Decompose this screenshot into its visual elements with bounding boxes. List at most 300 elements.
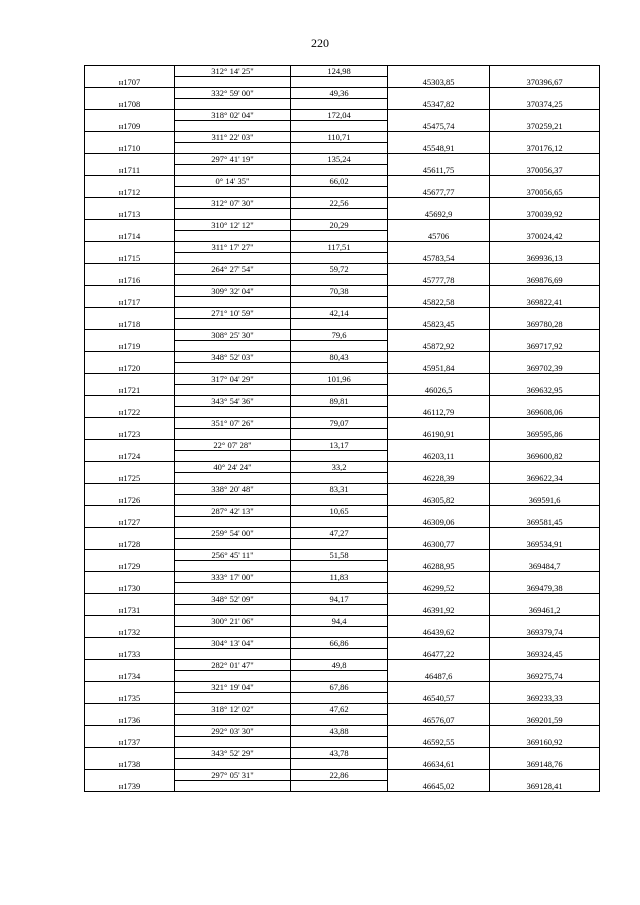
point-cell-empty	[85, 308, 175, 319]
y-cell-empty	[490, 198, 600, 209]
segment-row	[85, 506, 600, 517]
y-cell-empty	[490, 264, 600, 275]
x-cell-empty	[388, 616, 490, 627]
x-cell-empty	[388, 528, 490, 539]
segment-row	[85, 660, 600, 671]
y-coordinate-cell: 369622,34	[490, 473, 600, 484]
y-coordinate-cell: 369822,41	[490, 297, 600, 308]
x-cell-empty	[388, 264, 490, 275]
x-cell-empty	[388, 418, 490, 429]
distance-cell-empty	[291, 495, 388, 506]
x-coordinate-cell: 45777,78	[388, 275, 490, 286]
point-name-cell: н1715	[85, 253, 175, 264]
direction-angle-cell: 311° 17' 27"	[175, 242, 291, 253]
angle-cell-empty	[175, 715, 291, 726]
y-cell-empty	[490, 638, 600, 649]
y-cell-empty	[490, 770, 600, 781]
point-cell-empty	[85, 748, 175, 759]
y-cell-empty	[490, 330, 600, 341]
distance-cell: 135,24	[291, 154, 388, 165]
x-cell-empty	[388, 352, 490, 363]
x-coordinate-cell: 45823,45	[388, 319, 490, 330]
distance-cell: 49,8	[291, 660, 388, 671]
angle-cell-empty	[175, 605, 291, 616]
direction-angle-cell: 318° 02' 04"	[175, 110, 291, 121]
point-name-cell: н1739	[85, 781, 175, 792]
direction-angle-cell: 310° 12' 12"	[175, 220, 291, 231]
distance-cell-empty	[291, 759, 388, 770]
point-cell-empty	[85, 176, 175, 187]
angle-cell-empty	[175, 759, 291, 770]
distance-cell-empty	[291, 627, 388, 638]
point-name-cell: н1724	[85, 451, 175, 462]
y-coordinate-cell: 370176,12	[490, 143, 600, 154]
distance-cell-empty	[291, 341, 388, 352]
direction-angle-cell: 309° 32' 04"	[175, 286, 291, 297]
y-cell-empty	[490, 572, 600, 583]
point-row	[85, 671, 600, 682]
direction-angle-cell: 318° 12' 02"	[175, 704, 291, 715]
point-name-cell: н1733	[85, 649, 175, 660]
x-coordinate-cell: 46487,6	[388, 671, 490, 682]
point-cell-empty	[85, 572, 175, 583]
point-name-cell: н1718	[85, 319, 175, 330]
y-cell-empty	[490, 374, 600, 385]
distance-cell: 22,56	[291, 198, 388, 209]
point-cell-empty	[85, 264, 175, 275]
distance-cell-empty	[291, 473, 388, 484]
direction-angle-cell: 292° 03' 30"	[175, 726, 291, 737]
point-row	[85, 319, 600, 330]
direction-angle-cell: 297° 41' 19"	[175, 154, 291, 165]
direction-angle-cell: 271° 10' 59"	[175, 308, 291, 319]
point-name-cell: н1716	[85, 275, 175, 286]
segment-row	[85, 616, 600, 627]
segment-row	[85, 374, 600, 385]
point-row	[85, 715, 600, 726]
distance-cell: 49,36	[291, 88, 388, 99]
y-cell-empty	[490, 418, 600, 429]
distance-cell: 33,2	[291, 462, 388, 473]
x-cell-empty	[388, 660, 490, 671]
angle-cell-empty	[175, 253, 291, 264]
point-name-cell: н1721	[85, 385, 175, 396]
y-cell-empty	[490, 594, 600, 605]
angle-cell-empty	[175, 99, 291, 110]
segment-row	[85, 396, 600, 407]
x-cell-empty	[388, 462, 490, 473]
x-coordinate-cell: 45706	[388, 231, 490, 242]
distance-cell: 13,17	[291, 440, 388, 451]
point-name-cell: н1720	[85, 363, 175, 374]
segment-row	[85, 440, 600, 451]
direction-angle-cell: 348° 52' 03"	[175, 352, 291, 363]
page-number: 220	[311, 36, 329, 50]
direction-angle-cell: 312° 07' 30"	[175, 198, 291, 209]
direction-angle-cell: 304° 13' 04"	[175, 638, 291, 649]
point-cell-empty	[85, 66, 175, 77]
y-cell-empty	[490, 682, 600, 693]
segment-row	[85, 66, 600, 77]
segment-row	[85, 594, 600, 605]
x-cell-empty	[388, 220, 490, 231]
coordinates-table-body	[85, 66, 600, 792]
segment-row	[85, 770, 600, 781]
y-cell-empty	[490, 308, 600, 319]
distance-cell: 70,38	[291, 286, 388, 297]
distance-cell: 66,86	[291, 638, 388, 649]
point-name-cell: н1712	[85, 187, 175, 198]
point-row	[85, 297, 600, 308]
y-coordinate-cell: 369534,91	[490, 539, 600, 550]
distance-cell: 59,72	[291, 264, 388, 275]
point-name-cell: н1736	[85, 715, 175, 726]
y-cell-empty	[490, 176, 600, 187]
point-name-cell: н1732	[85, 627, 175, 638]
direction-angle-cell: 332° 59' 00"	[175, 88, 291, 99]
angle-cell-empty	[175, 495, 291, 506]
segment-row	[85, 154, 600, 165]
x-coordinate-cell: 46228,39	[388, 473, 490, 484]
point-cell-empty	[85, 88, 175, 99]
x-coordinate-cell: 45303,85	[388, 77, 490, 88]
distance-cell: 80,43	[291, 352, 388, 363]
distance-cell-empty	[291, 385, 388, 396]
distance-cell: 94,17	[291, 594, 388, 605]
y-cell-empty	[490, 352, 600, 363]
distance-cell: 94,4	[291, 616, 388, 627]
x-cell-empty	[388, 594, 490, 605]
point-name-cell: н1728	[85, 539, 175, 550]
segment-row	[85, 704, 600, 715]
point-name-cell: н1714	[85, 231, 175, 242]
y-cell-empty	[490, 110, 600, 121]
distance-cell-empty	[291, 517, 388, 528]
point-cell-empty	[85, 110, 175, 121]
x-cell-empty	[388, 374, 490, 385]
direction-angle-cell: 40° 24' 24"	[175, 462, 291, 473]
point-name-cell: н1725	[85, 473, 175, 484]
direction-angle-cell: 308° 25' 30"	[175, 330, 291, 341]
angle-cell-empty	[175, 209, 291, 220]
y-cell-empty	[490, 616, 600, 627]
y-cell-empty	[490, 286, 600, 297]
y-cell-empty	[490, 462, 600, 473]
x-cell-empty	[388, 66, 490, 77]
point-cell-empty	[85, 330, 175, 341]
segment-row	[85, 748, 600, 759]
point-row	[85, 605, 600, 616]
point-name-cell: н1738	[85, 759, 175, 770]
point-row	[85, 429, 600, 440]
distance-cell-empty	[291, 583, 388, 594]
x-cell-empty	[388, 154, 490, 165]
y-coordinate-cell: 369128,41	[490, 781, 600, 792]
point-row	[85, 363, 600, 374]
point-row	[85, 407, 600, 418]
distance-cell-empty	[291, 671, 388, 682]
angle-cell-empty	[175, 561, 291, 572]
point-name-cell: н1727	[85, 517, 175, 528]
point-cell-empty	[85, 682, 175, 693]
distance-cell: 22,86	[291, 770, 388, 781]
x-cell-empty	[388, 308, 490, 319]
point-cell-empty	[85, 616, 175, 627]
y-cell-empty	[490, 396, 600, 407]
point-cell-empty	[85, 704, 175, 715]
y-cell-empty	[490, 88, 600, 99]
x-coordinate-cell: 45475,74	[388, 121, 490, 132]
point-name-cell: н1717	[85, 297, 175, 308]
point-row	[85, 561, 600, 572]
point-row	[85, 385, 600, 396]
segment-row	[85, 132, 600, 143]
y-cell-empty	[490, 528, 600, 539]
direction-angle-cell: 300° 21' 06"	[175, 616, 291, 627]
distance-cell-empty	[291, 363, 388, 374]
y-cell-empty	[490, 726, 600, 737]
distance-cell-empty	[291, 693, 388, 704]
direction-angle-cell: 321° 19' 04"	[175, 682, 291, 693]
segment-row	[85, 638, 600, 649]
direction-angle-cell: 297° 05' 31"	[175, 770, 291, 781]
point-name-cell: н1722	[85, 407, 175, 418]
direction-angle-cell: 256° 45' 11"	[175, 550, 291, 561]
point-row	[85, 77, 600, 88]
point-row	[85, 275, 600, 286]
point-cell-empty	[85, 594, 175, 605]
y-coordinate-cell: 369461,2	[490, 605, 600, 616]
y-coordinate-cell: 369324,45	[490, 649, 600, 660]
distance-cell-empty	[291, 605, 388, 616]
point-cell-empty	[85, 462, 175, 473]
point-row	[85, 583, 600, 594]
x-coordinate-cell: 46190,91	[388, 429, 490, 440]
direction-angle-cell: 312° 14' 25"	[175, 66, 291, 77]
x-coordinate-cell: 46305,82	[388, 495, 490, 506]
segment-row	[85, 418, 600, 429]
point-name-cell: н1731	[85, 605, 175, 616]
segment-row	[85, 682, 600, 693]
y-cell-empty	[490, 220, 600, 231]
angle-cell-empty	[175, 517, 291, 528]
y-coordinate-cell: 370396,67	[490, 77, 600, 88]
y-cell-empty	[490, 440, 600, 451]
x-coordinate-cell: 46299,52	[388, 583, 490, 594]
distance-cell: 79,6	[291, 330, 388, 341]
distance-cell: 11,83	[291, 572, 388, 583]
distance-cell: 117,51	[291, 242, 388, 253]
distance-cell: 124,98	[291, 66, 388, 77]
point-cell-empty	[85, 352, 175, 363]
point-row	[85, 231, 600, 242]
point-row	[85, 99, 600, 110]
distance-cell: 43,78	[291, 748, 388, 759]
segment-row	[85, 572, 600, 583]
angle-cell-empty	[175, 781, 291, 792]
distance-cell: 66,02	[291, 176, 388, 187]
angle-cell-empty	[175, 385, 291, 396]
point-cell-empty	[85, 198, 175, 209]
point-name-cell: н1726	[85, 495, 175, 506]
y-coordinate-cell: 370374,25	[490, 99, 600, 110]
distance-cell-empty	[291, 121, 388, 132]
y-cell-empty	[490, 154, 600, 165]
y-coordinate-cell: 369233,33	[490, 693, 600, 704]
y-coordinate-cell: 369780,28	[490, 319, 600, 330]
point-cell-empty	[85, 154, 175, 165]
point-row	[85, 627, 600, 638]
coordinates-table	[84, 65, 600, 792]
x-cell-empty	[388, 748, 490, 759]
angle-cell-empty	[175, 473, 291, 484]
angle-cell-empty	[175, 407, 291, 418]
point-cell-empty	[85, 418, 175, 429]
y-cell-empty	[490, 506, 600, 517]
segment-row	[85, 88, 600, 99]
y-cell-empty	[490, 484, 600, 495]
y-coordinate-cell: 369632,95	[490, 385, 600, 396]
y-coordinate-cell: 369148,76	[490, 759, 600, 770]
direction-angle-cell: 22° 07' 28"	[175, 440, 291, 451]
y-coordinate-cell: 369581,45	[490, 517, 600, 528]
y-coordinate-cell: 369608,06	[490, 407, 600, 418]
x-coordinate-cell: 46112,79	[388, 407, 490, 418]
y-coordinate-cell: 370259,21	[490, 121, 600, 132]
x-coordinate-cell: 46477,22	[388, 649, 490, 660]
point-row	[85, 473, 600, 484]
direction-angle-cell: 317° 04' 29"	[175, 374, 291, 385]
y-cell-empty	[490, 242, 600, 253]
point-name-cell: н1711	[85, 165, 175, 176]
point-name-cell: н1710	[85, 143, 175, 154]
y-coordinate-cell: 369275,74	[490, 671, 600, 682]
angle-cell-empty	[175, 275, 291, 286]
angle-cell-empty	[175, 627, 291, 638]
x-coordinate-cell: 45347,82	[388, 99, 490, 110]
x-cell-empty	[388, 198, 490, 209]
angle-cell-empty	[175, 297, 291, 308]
point-row	[85, 495, 600, 506]
point-name-cell: н1737	[85, 737, 175, 748]
distance-cell-empty	[291, 297, 388, 308]
point-row	[85, 165, 600, 176]
distance-cell-empty	[291, 275, 388, 286]
distance-cell: 101,96	[291, 374, 388, 385]
point-cell-empty	[85, 638, 175, 649]
point-row	[85, 187, 600, 198]
angle-cell-empty	[175, 671, 291, 682]
point-name-cell: н1708	[85, 99, 175, 110]
y-coordinate-cell: 369936,13	[490, 253, 600, 264]
distance-cell: 20,29	[291, 220, 388, 231]
y-coordinate-cell: 370056,37	[490, 165, 600, 176]
x-coordinate-cell: 45677,77	[388, 187, 490, 198]
direction-angle-cell: 282° 01' 47"	[175, 660, 291, 671]
distance-cell: 42,14	[291, 308, 388, 319]
y-coordinate-cell: 369201,59	[490, 715, 600, 726]
x-coordinate-cell: 45611,75	[388, 165, 490, 176]
point-row	[85, 737, 600, 748]
x-coordinate-cell: 46634,61	[388, 759, 490, 770]
y-cell-empty	[490, 704, 600, 715]
point-name-cell: н1729	[85, 561, 175, 572]
angle-cell-empty	[175, 165, 291, 176]
angle-cell-empty	[175, 451, 291, 462]
direction-angle-cell: 348° 52' 09"	[175, 594, 291, 605]
y-cell-empty	[490, 748, 600, 759]
x-coordinate-cell: 45692,9	[388, 209, 490, 220]
y-coordinate-cell: 369379,74	[490, 627, 600, 638]
point-cell-empty	[85, 286, 175, 297]
y-coordinate-cell: 369160,92	[490, 737, 600, 748]
point-cell-empty	[85, 220, 175, 231]
direction-angle-cell: 287° 42' 13"	[175, 506, 291, 517]
segment-row	[85, 528, 600, 539]
x-cell-empty	[388, 682, 490, 693]
x-cell-empty	[388, 572, 490, 583]
x-coordinate-cell: 46439,62	[388, 627, 490, 638]
point-name-cell: н1734	[85, 671, 175, 682]
segment-row	[85, 198, 600, 209]
x-coordinate-cell: 46540,57	[388, 693, 490, 704]
segment-row	[85, 220, 600, 231]
point-cell-empty	[85, 440, 175, 451]
direction-angle-cell: 343° 52' 29"	[175, 748, 291, 759]
point-cell-empty	[85, 396, 175, 407]
distance-cell: 67,86	[291, 682, 388, 693]
point-cell-empty	[85, 660, 175, 671]
x-coordinate-cell: 45783,54	[388, 253, 490, 264]
angle-cell-empty	[175, 319, 291, 330]
point-row	[85, 693, 600, 704]
y-coordinate-cell: 369717,92	[490, 341, 600, 352]
angle-cell-empty	[175, 583, 291, 594]
direction-angle-cell: 264° 27' 54"	[175, 264, 291, 275]
segment-row	[85, 242, 600, 253]
x-coordinate-cell: 46391,92	[388, 605, 490, 616]
distance-cell-empty	[291, 737, 388, 748]
y-cell-empty	[490, 66, 600, 77]
distance-cell-empty	[291, 429, 388, 440]
point-cell-empty	[85, 484, 175, 495]
y-coordinate-cell: 369479,38	[490, 583, 600, 594]
distance-cell: 83,31	[291, 484, 388, 495]
x-coordinate-cell: 46026,5	[388, 385, 490, 396]
x-cell-empty	[388, 770, 490, 781]
point-row	[85, 341, 600, 352]
direction-angle-cell: 0° 14' 35"	[175, 176, 291, 187]
distance-cell-empty	[291, 539, 388, 550]
point-row	[85, 759, 600, 770]
x-cell-empty	[388, 286, 490, 297]
distance-cell-empty	[291, 231, 388, 242]
y-coordinate-cell: 369595,86	[490, 429, 600, 440]
x-cell-empty	[388, 484, 490, 495]
x-cell-empty	[388, 440, 490, 451]
point-name-cell: н1719	[85, 341, 175, 352]
point-row	[85, 649, 600, 660]
angle-cell-empty	[175, 737, 291, 748]
y-coordinate-cell: 369600,82	[490, 451, 600, 462]
distance-cell-empty	[291, 319, 388, 330]
distance-cell-empty	[291, 165, 388, 176]
distance-cell-empty	[291, 649, 388, 660]
x-coordinate-cell: 46309,06	[388, 517, 490, 528]
x-coordinate-cell: 45822,58	[388, 297, 490, 308]
y-cell-empty	[490, 550, 600, 561]
distance-cell: 47,27	[291, 528, 388, 539]
